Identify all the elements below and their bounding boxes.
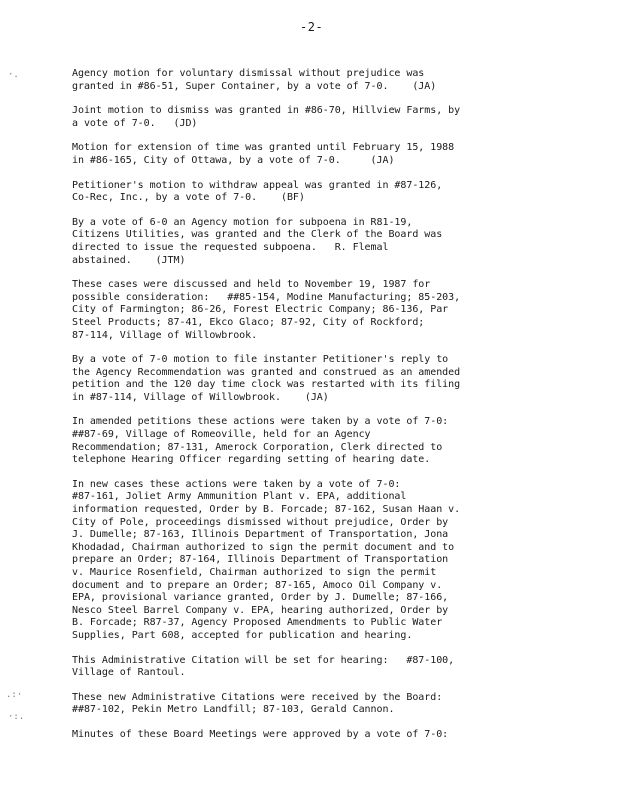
- paragraph-extension-86-165: Motion for extension of time was granted until February 15, 1988 in #86-165, City of Ottawa, by a vote of 7-0. (JA): [72, 142, 455, 166]
- paragraph-amended-petitions: In amended petitions these actions were taken by a vote of 7-0: ##87-69, Village of Romeoville, held for an Agency Recommendation; 87-131, Amerock Corporation, Clerk directed to telephone Hearing Officer regarding setting of hearing date.: [72, 416, 449, 466]
- margin-speck: ·.: [8, 70, 19, 80]
- page-number: -2-: [300, 20, 324, 34]
- paragraph-subpoena-r81-19: By a vote of 6-0 an Agency motion for subpoena in R81-19, Citizens Utilities, was granted and the Clerk of the Board was directed to issue the requested subpoena. R. Flemal abstained. (JTM): [72, 216, 443, 266]
- paragraph-cases-held: These cases were discussed and held to November 19, 1987 for possible consideration: ##85-154, Modine Manufacturing; 85-203, City of Farmington; 86-26, Forest Electric Company; 86-136, Par Steel Products; 87-41, Ekco Glaco; 87-92, City of Rockford; 87-114, Village of Willowbrook.: [72, 279, 461, 341]
- minutes-body: [72, 68, 572, 754]
- paragraph-new-cases: In new cases these actions were taken by a vote of 7-0: #87-161, Joliet Army Ammunition Plant v. EPA, additional information requested, Order by B. Forcade; 87-162, Susan Haan v. City of Pole, proceedings dismissed without prejudice, Order by J. Dumelle; 87-163, Illinois Department of Transportation, Jona Khodadad, Chairman authorized to sign the permit document and to prepare an Order; 87-164, Illinois Department of Transportation v. Maurice Rosenfield, Chairman authorized to sign the permit document and to prepare an Order; 87-165, Amoco Oil Company v. EPA, provisional variance granted, Order by J. Dumelle; 87-166, Nesco Steel Barrel Company v. EPA, hearing authorized, Order by B. Forcade; R87-37, Agency Proposed Amendments to Public Water Supplies, Part 608, accepted for publication and hearing.: [72, 478, 461, 641]
- margin-speck: ·:.: [8, 712, 25, 722]
- paragraph-new-citations: These new Administrative Citations were received by the Board: ##87-102, Pekin Metro Landfill; 87-103, Gerald Cannon.: [72, 691, 443, 716]
- margin-speck: .:·: [6, 690, 23, 700]
- paragraph-instanter-87-114: By a vote of 7-0 motion to file instanter Petitioner's reply to the Agency Recommendation was granted and construed as an amended petition and the 120 day time clock was restarted with its filing in #87-114, Village of Willowbrook. (JA): [72, 354, 461, 403]
- paragraph-minutes: Minutes of these Board Meetings were approved by a vote of 7-0:: [72, 728, 449, 740]
- paragraph-dismiss-86-70: Joint motion to dismiss was granted in #86-70, Hillview Farms, by a vote of 7-0. (JD): [72, 105, 461, 129]
- paragraph-dismissal-86-51: Agency motion for voluntary dismissal without prejudice was granted in #86-51, Super Container, by a vote of 7-0. (JA): [72, 68, 437, 92]
- paragraph-withdraw-87-126: Petitioner's motion to withdraw appeal was granted in #87-126, Co-Rec, Inc., by a vote of 7-0. (BF): [72, 179, 443, 204]
- paragraph-administrative-citation: This Administrative Citation will be set for hearing: #87-100, Village of Rantoul.: [72, 654, 455, 679]
